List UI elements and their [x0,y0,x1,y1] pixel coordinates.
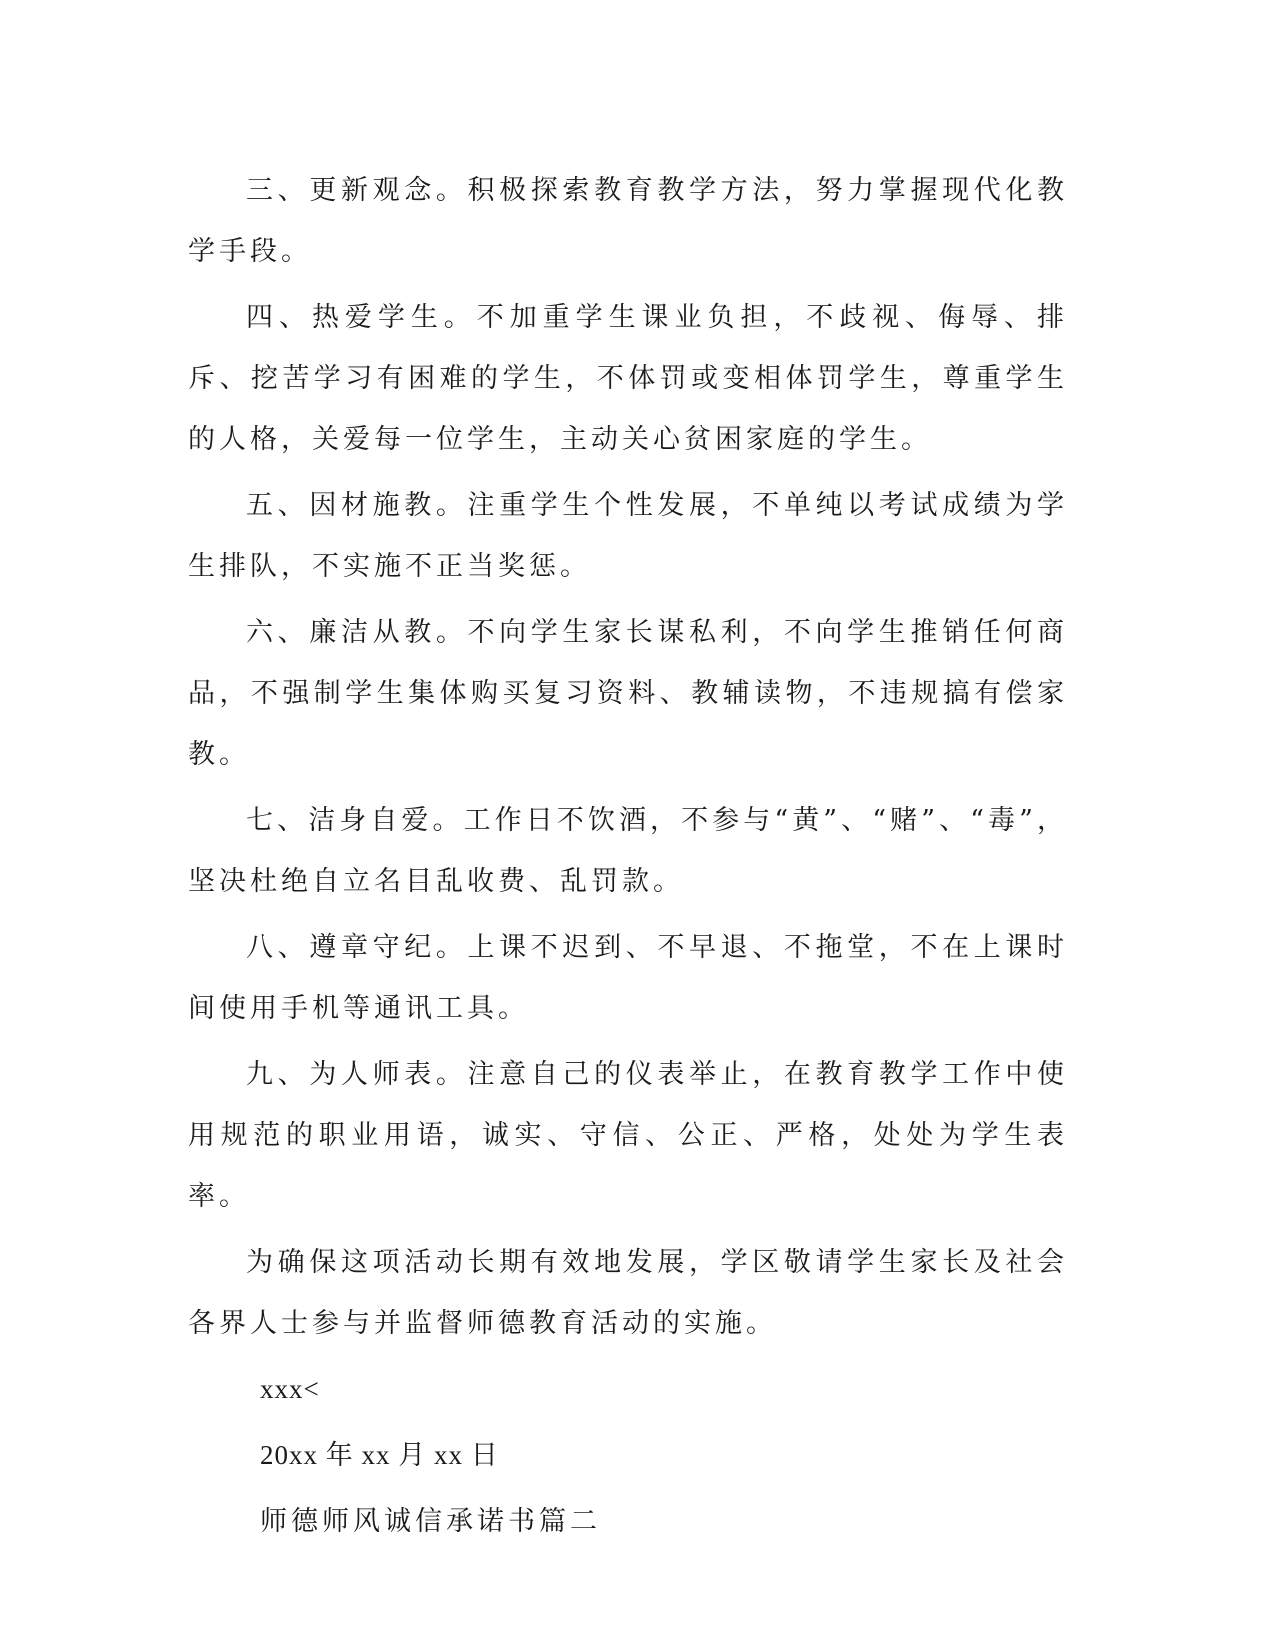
paragraph-item-4: 四、热爱学生。不加重学生课业负担，不歧视、侮辱、排斥、挖苦学习有困难的学生，不体罚或变相体罚学生，尊重学生的人格，关爱每一位学生，主动关心贫困家庭的学生。 [188,302,1068,455]
date-line: 20xx 年 xx 月 xx 日 [260,1440,499,1470]
paragraph-item-5: 五、因材施教。注重学生个性发展，不单纯以考试成绩为学生排队，不实施不正当奖惩。 [188,490,1068,582]
paragraph-item-7: 七、洁身自爱。工作日不饮酒，不参与“黄”、“赌”、“毒”，坚决杜绝自立名目乱收费、乱罚款。 [188,805,1068,897]
signature: xxx< [260,1374,320,1404]
paragraph-item-8: 八、遵章守纪。上课不迟到、不早退、不拖堂，不在上课时间使用手机等通讯工具。 [188,932,1068,1024]
paragraph-item-3: 三、更新观念。积极探索教育教学方法，努力掌握现代化教学手段。 [188,175,1068,267]
closing-paragraph: 为确保这项活动长期有效地发展，学区敬请学生家长及社会各界人士参与并监督师德教育活动的实施。 [188,1247,1068,1339]
next-section-title: 师德师风诚信承诺书篇二 [260,1506,601,1537]
paragraph-item-6: 六、廉洁从教。不向学生家长谋私利，不向学生推销任何商品，不强制学生集体购买复习资料、教辅读物，不违规搞有偿家教。 [188,617,1068,770]
paragraph-item-9: 九、为人师表。注意自己的仪表举止，在教育教学工作中使用规范的职业用语，诚实、守信、公正、严格，处处为学生表率。 [188,1059,1068,1212]
document-body [188,160,1068,1557]
